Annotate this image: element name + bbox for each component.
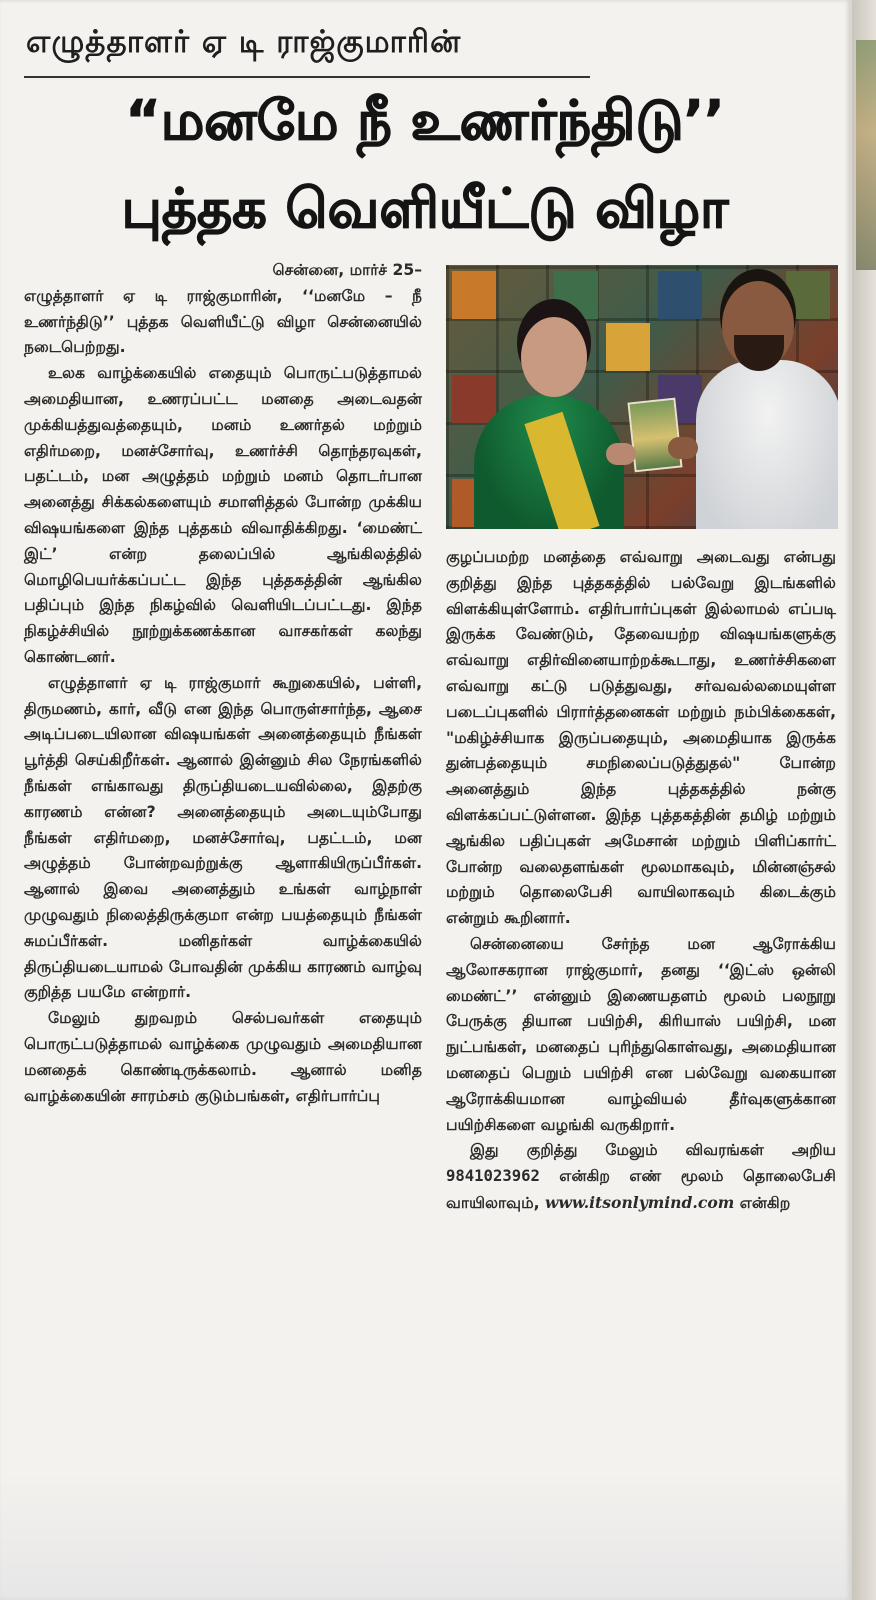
paragraph: சென்னையை சேர்ந்த மன ஆரோக்கிய ஆலோசகரான ராஜ்குமார், தனது ‘‘இட்ஸ் ஒன்லி மைண்ட்’’ என்னும் இணையதளம் மூலம் பலநூறு பேருக்கு தியான பயிற்சி, கிரியாஸ் பயிற்சி, மன நுட்பங்கள், மனதைப் புரிந்துகொள்வது, அமைதியான மனதைப் பெறும் பயிற்சி என பல்வேறு வகையான ஆரோக்கியமான வாழ்வியல் தீர்வுகளுக்கான பயிற்சிகளை வழங்கி வருகிறார். bbox=[446, 934, 836, 1134]
adjacent-page-edge bbox=[852, 0, 876, 1600]
painting-tile bbox=[606, 323, 650, 371]
paragraph: எழுத்தாளர் ஏ டி ராஜ்குமார் கூறுகையில், பள்ளி, திருமணம், கார், வீடு என இந்த பொருள்சார்ந்த, ஆசை அடிப்படையிலான விஷயங்கள் அனைத்தையும் நீங்கள் பூர்த்தி செய்கிறீர்கள். ஆனால் இன்னும் சில நேரங்களில் நீங்கள் எங்காவது திருப்தியடையவில்லை, இதற்கு காரணம் என்ன? அனைத்தையும் அடையும்போது நீங்கள் எதிர்மறை, மனச்சோர்வு, பதட்டம், மன அழுத்தம் போன்றவற்றுக்கு ஆளாகியிருப்பீர்கள். ஆனால் இவை அனைத்தும் உங்கள் வாழ்நாள் முழுவதும் நிலைத்திருக்குமா என்ற பயத்தையும் நீங்கள் சுமப்பீர்கள். மனிதர்கள் வாழ்க்கையில் திருப்தியடையாமல் போவதின் முக்கிய காரணம் வாழ்வு குறித்த பயமே என்றார். bbox=[24, 673, 422, 1002]
article-column-1 bbox=[24, 258, 422, 1109]
painting-tile bbox=[658, 271, 702, 319]
headline-line-1: “மனமே நீ உணர்ந்திடு’’ bbox=[125, 89, 725, 152]
hand bbox=[606, 443, 636, 465]
contact-prefix: இது குறித்து மேலும் விவரங்கள் அறிய bbox=[470, 1141, 836, 1160]
painting-tile bbox=[786, 271, 830, 319]
painting-tile bbox=[452, 271, 496, 319]
book bbox=[627, 398, 682, 473]
contact-paragraph bbox=[446, 1138, 836, 1216]
painting-tile bbox=[554, 271, 598, 319]
headline-line-2: புத்தக வெளியீட்டு விழா bbox=[121, 177, 729, 240]
bottom-fade bbox=[0, 1470, 850, 1600]
paragraph: உலக வாழ்க்கையில் எதையும் பொருட்படுத்தாமல் அமைதியான, உணரப்பட்ட மனதை அடைவதன் முக்கியத்துவத்தையும், மனம் உணர்தல் மற்றும் எதிர்மறை, மனச்சோர்வு, உணர்ச்சி தொந்தரவுகள், பதட்டம், மன அழுத்தம் மற்றும் மனம் தொடர்பான அனைத்து சிக்கல்களையும் சமாளித்தல் போன்ற முக்கிய விஷயங்களை இந்த புத்தகம் விவாதிக்கிறது. ‘மைண்ட் இட்’ என்ற தலைப்பில் ஆங்கிலத்தில் மொழிபெயர்க்கப்பட்ட இந்த புத்தகத்தின் ஆங்கில பதிப்பும் இந்த நிகழ்வில் வெளியிடப்பட்டது. இந்த நிகழ்ச்சியில் நூற்றுக்கணக்கான வாசகர்கள் கலந்து கொண்டனர். bbox=[24, 364, 422, 666]
painting-tile bbox=[452, 375, 496, 423]
hand bbox=[668, 437, 698, 459]
website-link[interactable]: www.itsonlymind.com bbox=[545, 1192, 735, 1212]
paragraph: எழுத்தாளர் ஏ டி ராஜ்குமாரின், ‘‘மனமே – நீ உணர்ந்திடு’’ புத்தக வெளியீட்டு விழா சென்னையில் நடைபெற்றது. bbox=[24, 286, 422, 357]
dateline: சென்னை, மார்ச் 25– bbox=[272, 261, 422, 279]
contact-mid: என்கிற எண் மூலம் தொலைபேசி வாயிலாவும், bbox=[446, 1167, 836, 1212]
kicker-underline bbox=[24, 76, 590, 78]
phone-number: 9841023962 bbox=[446, 1167, 540, 1186]
article-kicker: எழுத்தாளர் ஏ டி ராஜ்குமாரின் bbox=[26, 24, 462, 60]
article-column-2 bbox=[446, 545, 836, 1217]
paragraph: மேலும் துறவறம் செல்பவர்கள் எதையும் பொருட்படுத்தாமல் வாழ்க்கை முழுவதும் அமைதியான மனதைக் கொண்டிருக்கலாம். ஆனால் மனித வாழ்க்கையின் சாரம்சம் குடும்பங்கள், எதிர்பார்ப்பு bbox=[24, 1009, 422, 1105]
man-figure bbox=[696, 360, 838, 529]
event-photo bbox=[446, 265, 838, 529]
contact-suffix: என்கிற bbox=[739, 1193, 791, 1212]
adjacent-photo-strip bbox=[856, 40, 876, 270]
woman-head bbox=[521, 317, 587, 397]
paragraph: குழப்பமற்ற மனத்தை எவ்வாறு அடைவது என்பது குறித்து இந்த புத்தகத்தில் பல்வேறு இடங்களில் விளக்கியுள்ளோம். எதிர்பார்ப்புகள் இல்லாமல் எப்படி இருக்க வேண்டும், தேவையற்ற விஷயங்களுக்கு எவ்வாறு எதிர்வினையாற்றக்கூடாது, உணர்ச்சிகளை எவ்வாறு கட்டு படுத்துவது, சர்வவல்லமையுள்ள படைப்புகளில் பிரார்த்தனைகள் மற்றும் நம்பிக்கைகள், "மகிழ்ச்சியாக இருப்பதையும், அமைதியாக இருக்க துன்பத்தையும் சமநிலைப்படுத்துதல்" போன்ற அனைத்தும் இந்த புத்தகத்தில் நன்கு விளக்கப்பட்டுள்ளன. இந்த புத்தகத்தின் தமிழ் மற்றும் ஆங்கில பதிப்புகள் அமேசான் மற்றும் பிளிப்கார்ட் போன்ற வலைதளங்கள் மூலமாகவும், மின்னஞ்சல் மற்றும் தொலைபேசி வாயிலாகவும் கிடைக்கும் என்றும் கூறினார். bbox=[446, 548, 836, 928]
